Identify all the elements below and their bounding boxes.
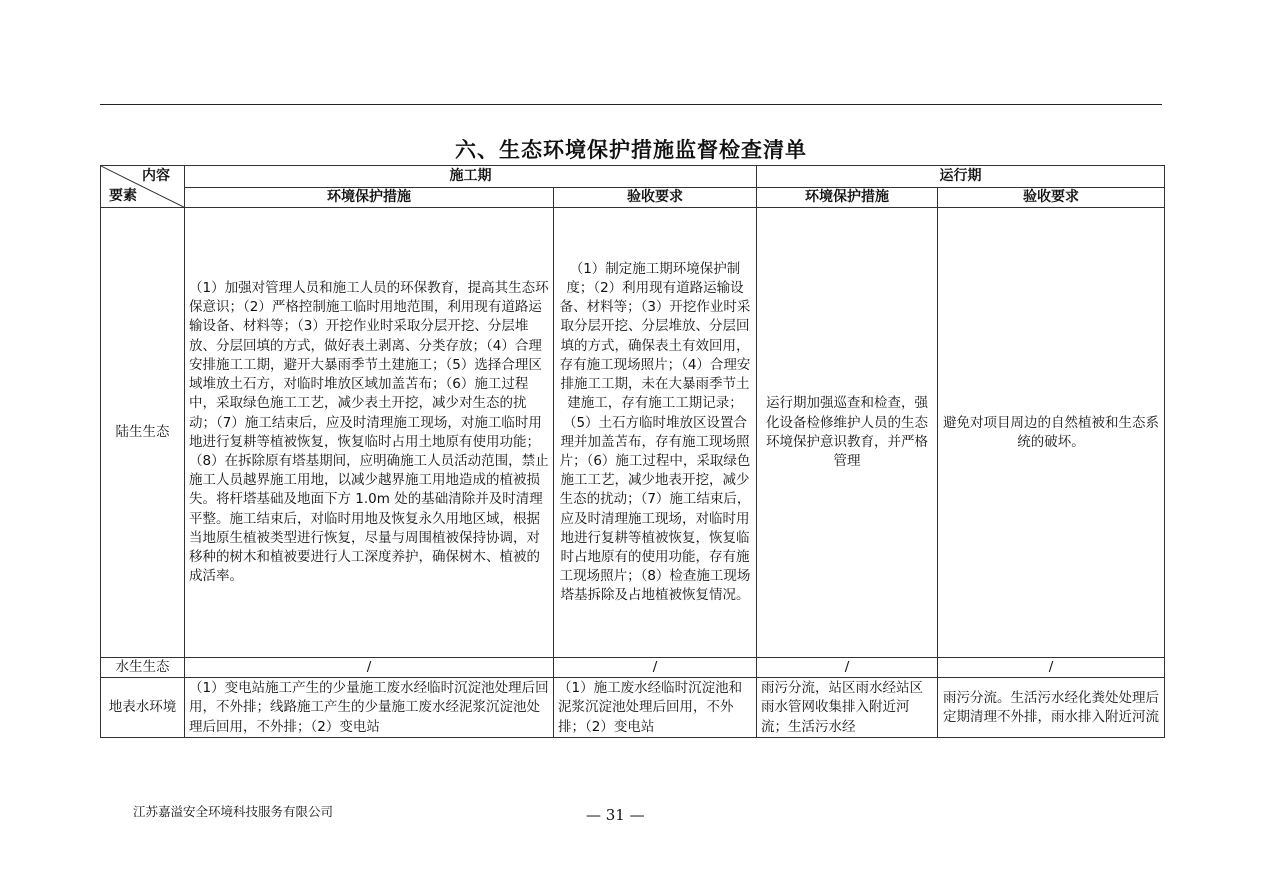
page-number: — 31 — xyxy=(586,806,645,824)
element-cell: 地表水环境 xyxy=(101,678,185,738)
top-rule xyxy=(100,104,1162,105)
construction-acceptance-cell: （1）施工废水经临时沉淀池和泥浆沉淀池处理后回用，不外排；（2）变电站 xyxy=(554,678,757,738)
col-operation-acceptance: 验收要求 xyxy=(938,188,1165,208)
phase-operation-header: 运行期 xyxy=(757,166,1165,188)
operation-acceptance-cell: / xyxy=(938,658,1165,678)
operation-measures-cell: 运行期加强巡查和检查，强化设备检修维护人员的生态环境保护意识教育，并严格管理 xyxy=(757,208,938,658)
diagonal-header-cell xyxy=(101,166,185,208)
table-row xyxy=(101,678,1165,738)
header-row-columns xyxy=(101,188,1165,208)
operation-acceptance-cell: 雨污分流。生活污水经化粪处处理后定期清理不外排，雨水排入附近河流 xyxy=(938,678,1165,738)
col-construction-acceptance: 验收要求 xyxy=(554,188,757,208)
construction-measures-cell: （1）加强对管理人员和施工人员的环保教育，提高其生态环保意识；（2）严格控制施工临时用地范围，利用现有道路运输设备、材料等；（3）开挖作业时采取分层开挖、分层堆放、分层回填的方式，做好表土剥离、分类存放；（4）合理安排施工工期，避开大暴雨季节土建施工；（5）选择合理区域堆放土石方，对临时堆放区域加盖苫布；（6）施工过程中，采取绿色施工工艺，减少表土开挖，减少对生态的扰动；（7）施工结束后，应及时清理施工现场，对施工临时用地进行复耕等植被恢复，恢复临时占用土地原有使用功能；（8）在拆除原有塔基期间，应明确施工人员活动范围，禁止施工人员越界施工用地，以减少越界施工用地造成的植被损失。将杆塔基础及地面下方 1.0m 处的基础清除并及时清理平整。施工结束后，对临时用地及恢复永久用地区域，根据当地原生植被类型进行恢复，尽量与周围植被保持协调，对移种的树木和植被要进行人工深度养护，确保树木、植被的成活率。 xyxy=(185,208,554,658)
operation-acceptance-cell: 避免对项目周边的自然植被和生态系统的破坏。 xyxy=(938,208,1165,658)
element-cell: 陆生生态 xyxy=(101,208,185,658)
construction-measures-cell: / xyxy=(185,658,554,678)
corner-label-content: 内容 xyxy=(142,168,170,184)
header-row-phase xyxy=(101,166,1165,188)
phase-construction-header: 施工期 xyxy=(185,166,757,188)
table-row xyxy=(101,208,1165,658)
page-title: 六、生态环境保护措施监督检查清单 xyxy=(455,138,807,162)
construction-acceptance-cell: （1）制定施工期环境保护制度；（2）利用现有道路运输设备、材料等；（3）开挖作业时采取分层开挖、分层堆放、分层回填的方式，确保表土有效回用，存有施工现场照片；（4）合理安排施工工期，未在大暴雨季节土建施工，存有施工工期记录；（5）土石方临时堆放区设置合理并加盖苫布，存有施工现场照片；（6）施工过程中，采取绿色施工工艺，减少地表开挖，减少生态的扰动；（7）施工结束后，应及时清理施工现场，对临时用地进行复耕等植被恢复，恢复临时占地原有的使用功能，存有施工现场照片；（8）检查施工现场塔基拆除及占地植被恢复情况。 xyxy=(554,208,757,658)
table-row xyxy=(101,658,1165,678)
inspection-table xyxy=(100,165,1165,738)
col-operation-measures: 环境保护措施 xyxy=(757,188,938,208)
construction-acceptance-cell: / xyxy=(554,658,757,678)
corner-label-element: 要素 xyxy=(109,188,137,204)
operation-measures-cell: 雨污分流，站区雨水经站区雨水管网收集排入附近河流；生活污水经 xyxy=(757,678,938,738)
col-construction-measures: 环境保护措施 xyxy=(185,188,554,208)
construction-measures-cell: （1）变电站施工产生的少量施工废水经临时沉淀池处理后回用，不外排；线路施工产生的少量施工废水经泥浆沉淀池处理后回用，不外排；（2）变电站 xyxy=(185,678,554,738)
operation-measures-cell: / xyxy=(757,658,938,678)
element-cell: 水生生态 xyxy=(101,658,185,678)
footer-company: 江苏嘉溢安全环境科技服务有限公司 xyxy=(133,804,334,819)
